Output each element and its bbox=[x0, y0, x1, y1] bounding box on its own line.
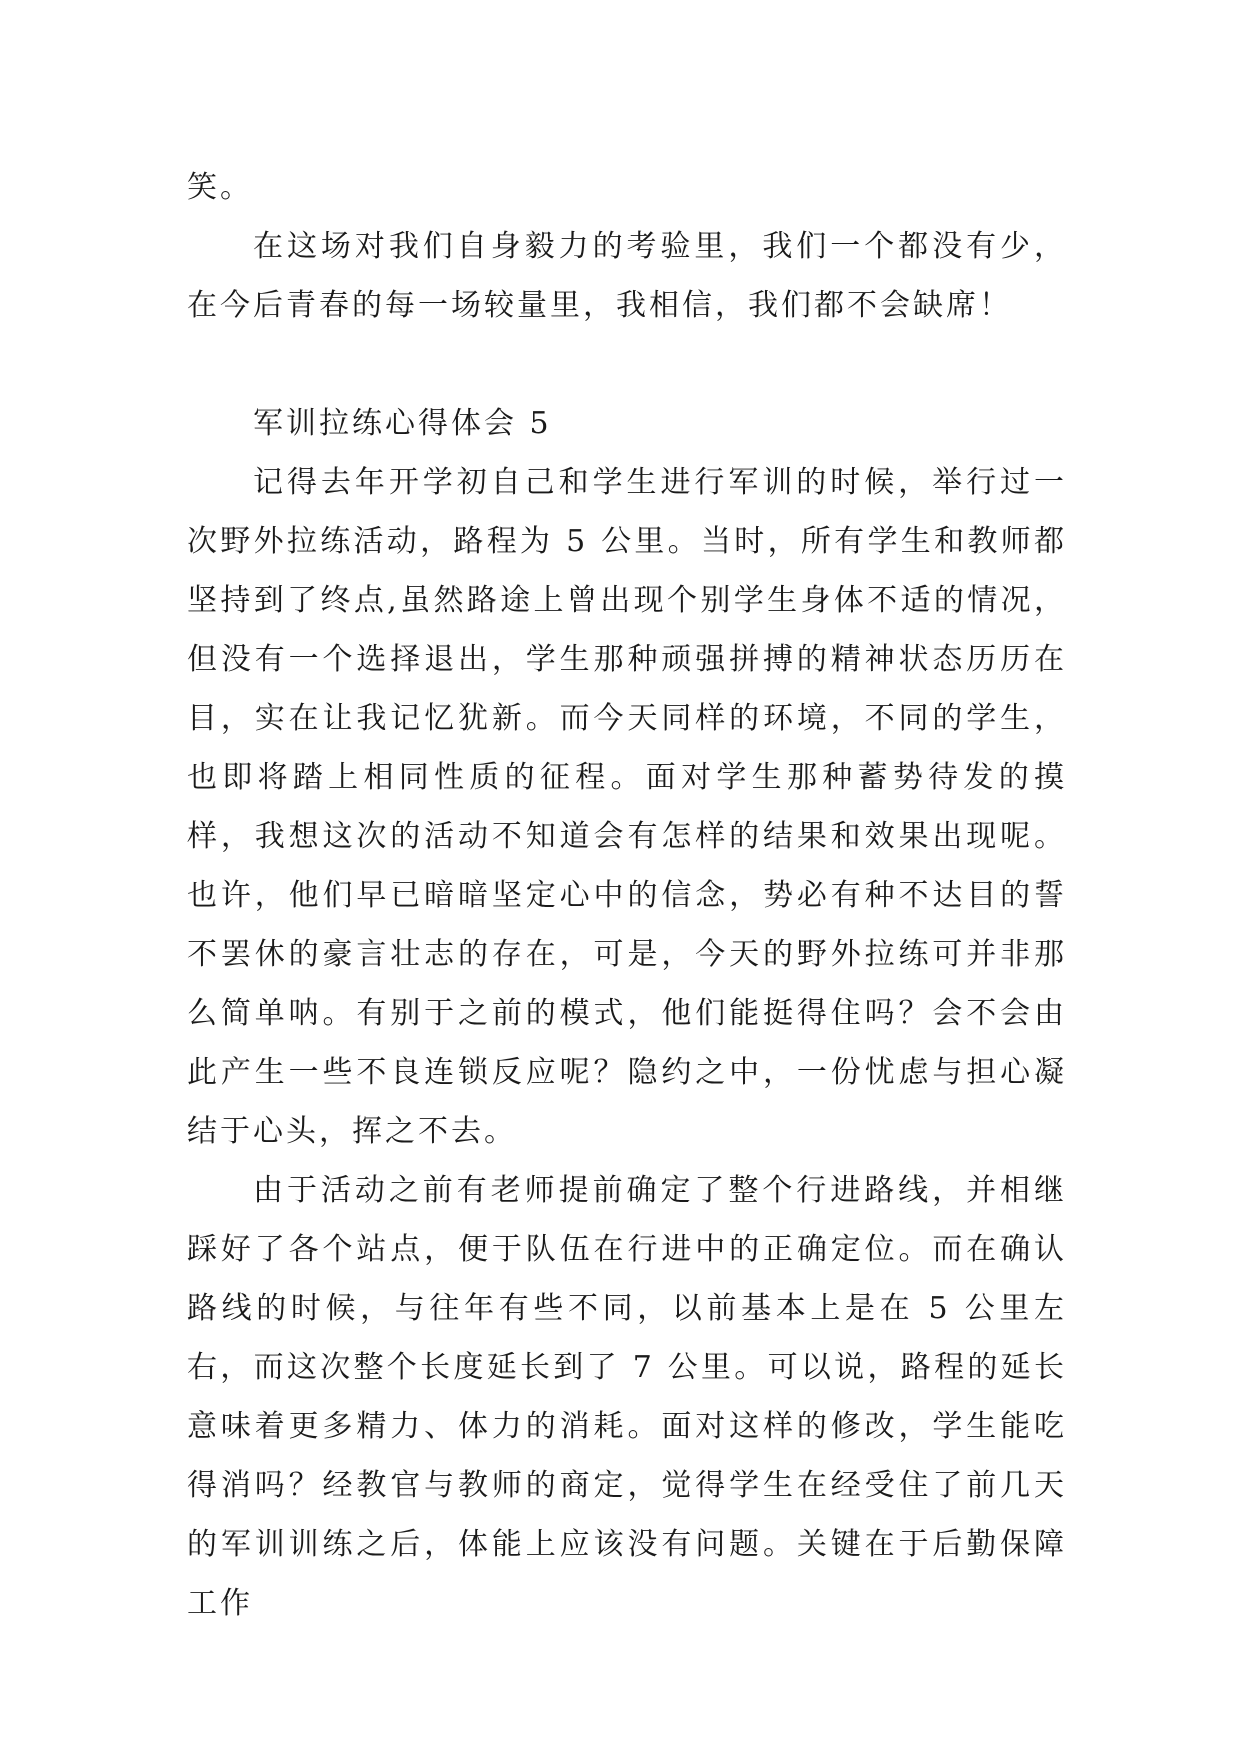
document-body bbox=[187, 158, 1067, 1633]
section-heading: 军训拉练心得体会 5 bbox=[253, 406, 552, 441]
paragraph: 记得去年开学初自己和学生进行军训的时候，举行过一次野外拉练活动，路程为 5 公里。当时，所有学生和教师都坚持到了终点,虽然路途上曾出现个别学生身体不适的情况，但没有一个选择退出，学生那种顽强拼搏的精神状态历历在目，实在让我记忆犹新。而今天同样的环境，不同的学生，也即将踏上相同性质的征程。面对学生那种蓄势待发的摸样，我想这次的活动不知道会有怎样的结果和效果出现呢。也许，他们早已暗暗坚定心中的信念，势必有种不达目的誓不罢休的豪言壮志的存在，可是，今天的野外拉练可并非那么简单呐。有别于之前的模式，他们能挺得住吗？会不会由此产生一些不良连锁反应呢？隐约之中，一份忧虑与担心凝结于心头，挥之不去。 bbox=[187, 465, 1067, 1149]
paragraph-continuation: 笑。 bbox=[187, 170, 253, 205]
paragraph: 由于活动之前有老师提前确定了整个行进路线，并相继踩好了各个站点，便于队伍在行进中的正确定位。而在确认路线的时候，与往年有些不同，以前基本上是在 5 公里左右，而这次整个长度延长到了 7 公里。可以说，路程的延长意味着更多精力、体力的消耗。面对这样的修改，学生能吃得消吗？经教官与教师的商定，觉得学生在经受住了前几天的军训训练之后，体能上应该没有问题。关键在于后勤保障工作 bbox=[187, 1173, 1067, 1621]
paragraph: 在这场对我们自身毅力的考验里，我们一个都没有少，在今后青春的每一场较量里，我相信，我们都不会缺席！ bbox=[187, 229, 1067, 323]
